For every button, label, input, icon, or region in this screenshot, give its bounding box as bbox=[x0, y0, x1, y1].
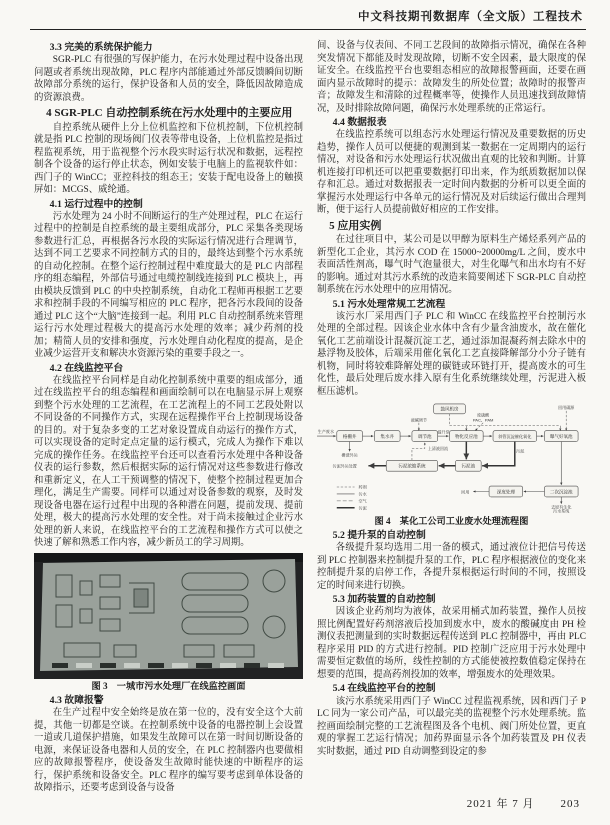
label-supernatant-return: 上清液回流 bbox=[427, 446, 449, 452]
issue-date: 2021 年 7 月 bbox=[466, 798, 535, 810]
heading-5-2: 5.2 提升泵的自动控制 bbox=[332, 530, 426, 541]
heading-3-3: 3.3 完美的系统保护能力 bbox=[49, 42, 153, 53]
label-influent: 生产废水 bbox=[317, 429, 335, 435]
paragraph-4-3: 在生产过程中安全始终是放在第一位的，没有安全这个大前提，其他一切都是空谈。在控制系统中设备的电器控制上会设置一道或几道保护措施，如果发生故障可以在第一时间切断设备的电源，来保证设备电器和人员的安全，在 PLC 控制器内也要做相应的故障报警程序，使设备发生故障时能快速的中断程序的运行，保护系统和设备安全。PLC 程序的编写要考虑到单体设备的故障指示，还要考虑到设备与设备 bbox=[34, 708, 303, 794]
paragraph-5: 在过往项目中，某公司是以甲醇为原料生产烯烃系列产品的新型化工企业，其污水 COD 在 15000~20000mg/L 之间，废水中表面活性剂高，曝气时气泡量很大，对生化曝气和出水均有不好的影响。通过对其污水系统的改造来简要阐述下 SGR-PLC 自动控制系统在污水处理中的应用情况。 bbox=[317, 235, 586, 296]
legend-air: 空气 bbox=[358, 498, 367, 504]
paragraph-5-3: 因该企业药剂均为液体，故采用桶式加药装置，操作人员按照比例配置好药剂溶液后投加到废水中，废水的酸碱度由 PH 检测仪表把测量到的实时数据远程传送到 PLC 控制器中，再由 PLC 程序采用 PID 的方式进行控制。PID 控制广泛应用于污水处理中需要恒定数值的场所，线性控制的方式能使被控数值稳定保持在想要的范围，提高药剂投加的效率，增强废水的处理效果。 bbox=[317, 607, 586, 680]
node-collect-well-label: 集水井 bbox=[380, 434, 395, 440]
paragraph-4-1: 污水处理为 24 小时不间断运行的生产处理过程，PLC 在运行过程中的控制是自控系统的最主要组成部分，PLC 采集各类现场参数进行汇总，再根据各污水段的实际运行情况进行合理调节，达到不同工艺要求不同控制方式的目的，最终达到整个污水系统的自动化控制。在整个运行控制过程中难度最大的是 PLC 内部程序的组态编程，外部信号通过电缆控制线连接到 PLC 模块上，再由模块反馈到 PLC 的中央控制系统，自动化工程师再根据工艺要求和控制手段的不同编写相应的 PLC 程序，把各污水段间的设备通过 PLC 这个“大脑”连接到一起。利用 PLC 自动控制系统来管理运行污水处理过程极大的提高污水处理的效率；减少药剂的投加；精简人员的安排和强度，污水处理自动化程度的提高，是企业减少运营开支和解决水资源污染的重要手段之一。 bbox=[34, 211, 303, 360]
label-alkali-dosing: 液碱调节 bbox=[410, 417, 427, 423]
node-reaction-tank-label: 物化反应池 bbox=[455, 434, 478, 440]
node-advanced-treatment-label: 深度处理 bbox=[496, 489, 515, 495]
node-grid-well-label: 格栅井 bbox=[342, 434, 357, 440]
right-column bbox=[317, 40, 586, 795]
label-sludge-line: 污泥 bbox=[516, 448, 525, 454]
heading-4: 4 SGR-PLC 自动控制系统在污水处理中的主要应用 bbox=[46, 107, 293, 120]
database-title: 中文科技期刊数据库（全文版）工程技术 bbox=[358, 11, 583, 23]
paragraph-4-4: 在线监控系统可以组态污水处理运行情况及重要数据的历史趋势，操作人员可以便捷的观测到某一数据在一定周期内的运行情况，对设备和污水处理运行状况做出直观的比较和判断。计算机连接打印机还可以把重要数据打印出来，作为纸质数据加以保存和汇总。通过对数据报表一定时间内数据的分析可以更全面的掌握污水处理运行中各单元的运行情况及对后续运行做出合理判断，便于运行人员提前做好相应的工作安排。 bbox=[317, 130, 586, 216]
header-divider bbox=[30, 29, 586, 30]
paragraph-4-3-continued: 间、设备与仪表间、不同工艺段间的故障指示情况，确保在各种突发情况下都能及时发现故障，切断不安全因素，最大限度的保证安全。在线监控平台也要组态相应的故障报警画面，还要在画面内显示故障时的提示：故障发生的所处位置；故障时的报警声音；故障发生和清除的过程概率等，使操作人员迅速找到故障情况，及时排除故障问题，确保污水处理系统的正常运行。 bbox=[317, 41, 586, 114]
flowchart-legend bbox=[337, 484, 367, 511]
label-lift-pump: 提升泵 bbox=[437, 429, 450, 435]
page-footer bbox=[467, 795, 580, 811]
paragraph-5-4: 该污水系统采用西门子 WinCC 过程监视系统，因和西门子 PLC 同为一家公司产品，可以最完美的监视整个污水处理系统。监控画面绘制完整的工艺流程图及各个电机、阀门所处位置，更直观的掌握工艺运行情况；加药界面显示各个加药装置及 PH 仪表实时数据，通过 PID 自动调整到设定的参 bbox=[317, 696, 586, 757]
scada-monitoring-photo bbox=[34, 553, 303, 679]
node-blower-room-label: 鼓风机房 bbox=[440, 406, 459, 412]
figure-4 bbox=[317, 401, 586, 527]
node-aeration-tank-label: 曝气好氧池 bbox=[549, 434, 573, 440]
node-oxidation-tank-label: 斜管沉淀催化氧化 bbox=[498, 434, 532, 440]
legend-chemicals: 药剂 bbox=[358, 484, 367, 490]
heading-4-3: 4.3 故障报警 bbox=[49, 694, 104, 706]
paragraph-4-2: 在线监控平台同样是自动化控制系统中重要的组成部分，通过在线监控平台的组态编程和画面绘制可以在电脑显示屏上观察到整个污水处理的工艺流程，在工艺流程上的不同工艺段处附以不同设备的不同操作方式，实现在远程操作平台上控制现场设备的目的。对于复杂多变的工艺对象设置成自动运行的操作方式，可以实现设备的定时定点定量的运行模式，完成人为操作下难以完成的操作任务。在线监控平台还可以查看污水处理中各种设备仪表的运行参数，然后根据实际的运行情况对这些参数进行修改和重新定义，在人工干预调整的情况下，使整个控制过程更加合理化，满足生产需要。同样可以通过对设备参数的观察，及时发现设备电器在运行过程中出现的各种潜在问题，提前发现、提前处理，极大的提高污水处理的安全性。对于尚未接触过企业污水处理的新人来说，在线监控平台的工艺流程和操作方式可以使之快速了解和熟悉工作内容，减少新员工的学习周期。 bbox=[34, 375, 303, 549]
label-pac-pam-dosing: PAC、PAM bbox=[472, 417, 494, 423]
figure-3 bbox=[34, 553, 303, 692]
heading-5-3: 5.3 加药装置的自动控制 bbox=[332, 594, 436, 606]
label-acid-dosing: 废硫酸 bbox=[477, 412, 490, 418]
node-sludge-tank-label: 污泥池 bbox=[461, 463, 476, 469]
heading-4-2: 4.2 在线监控平台 bbox=[49, 362, 124, 374]
left-column bbox=[34, 40, 303, 795]
heading-4-1: 4.1 运行过程中的控制 bbox=[49, 198, 143, 210]
paragraph-5-2: 各级提升泵均选用二用一备的模式，通过液位计把信号传送到 PLC 控制器来控制提升泵的工作，PLC 程序根据液位的变化来控制提升泵的启停工作，各提升泵根据运行时间的不同，按照设定的时间来进行切换。 bbox=[317, 543, 586, 591]
node-regulating-tank-label: 调节池 bbox=[418, 434, 432, 440]
legend-sludge: 污泥 bbox=[358, 505, 367, 511]
paragraph-4: 自控系统从硬件上分上位机监控和下位机控制，下位机控制就是指 PLC 控制的现场阀门仪表等带电设备，上位机监控是指过程监视系统，用于监视整个污水段实时运行状况和数据，远程控制各个设备的运行停止状态，例如安装于电脑上的监视软件如：西门子的 WinCC；亚控科技的组态王；安装于配电设备上的触摸屏如：MCGS、威纶通。 bbox=[34, 122, 303, 196]
page-number: 203 bbox=[560, 798, 580, 810]
two-column-body bbox=[34, 40, 586, 795]
wastewater-process-flowchart bbox=[317, 401, 586, 514]
label-carbon-reuse: 回用碳源 bbox=[558, 405, 575, 411]
legend-sewage: 污水 bbox=[358, 491, 367, 497]
paragraph-5-1: 该污水厂采用西门子 PLC 和 WinCC 在线监控平台控制污水处理的全部过程。因该企业水体中含有少量含油废水，故在催化氧化工艺前端设计混凝沉淀工艺，通过添加混凝药剂去除水中的悬浮物及胶体，后端采用催化氧化工艺直接降解部分小分子链有机物，同时将较难降解处理的碳链或环链打开，提高废水的可生化性，最后处理后废水排入原有生化系统继续处理，污泥进入板框压滤机。 bbox=[317, 311, 586, 397]
figure-4-caption: 图 4 某化工公司工业废水处理流程图 bbox=[374, 515, 529, 526]
label-effluent-line2: 污水系统 bbox=[553, 508, 570, 514]
label-effluent-line1: 去原有生化 bbox=[551, 504, 572, 510]
label-sludge-disposal: 污泥外运处置 bbox=[332, 463, 357, 469]
node-secondary-clarifier-label: 二次沉淀池 bbox=[549, 489, 573, 495]
heading-5-1: 5.1 污水处理常规工艺流程 bbox=[332, 298, 446, 310]
heading-5: 5 应用实例 bbox=[329, 219, 382, 232]
label-reuse: 回用 bbox=[461, 489, 470, 495]
paragraph-3-3: SGR-PLC 有很强的写保护能力，在污水处理过程中设备出现问题或者系统出现故障，PLC 程序内部能通过外部反馈瞬间切断故障部分系统的运行，保护设备和人员的安全，降低因故障造成的资源浪费。 bbox=[34, 55, 303, 103]
heading-5-4: 5.4 在线监控平台的控制 bbox=[332, 683, 436, 695]
figure-3-caption: 图 3 一城市污水处理厂在线监控画面 bbox=[91, 680, 246, 691]
page-header bbox=[358, 8, 583, 24]
label-slag-out: 栅渣外运 bbox=[341, 452, 358, 458]
node-sludge-thickening-label: 污泥浓缩系统 bbox=[398, 463, 426, 469]
heading-4-4: 4.4 数据报表 bbox=[332, 117, 387, 128]
